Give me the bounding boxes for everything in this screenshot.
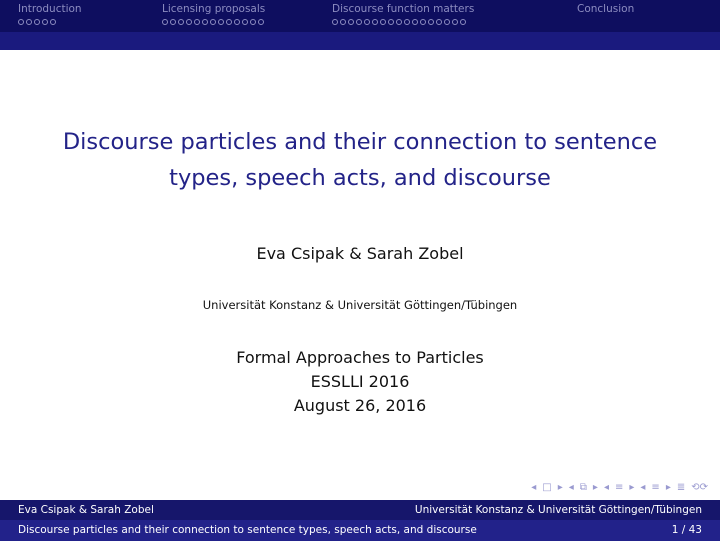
frame-dot[interactable] [34, 19, 40, 25]
prev-section-icon[interactable]: ◂ [640, 482, 646, 493]
nav-section-conclusion[interactable] [577, 3, 634, 16]
nav-dots [162, 19, 265, 25]
frame-dot[interactable] [170, 19, 176, 25]
nav-section-title[interactable]: Conclusion [577, 3, 635, 15]
frame-dot[interactable] [202, 19, 208, 25]
footer-authors-bar [0, 500, 720, 520]
next-frame-icon[interactable]: ▸ [592, 482, 598, 493]
search-icon[interactable]: ⟲⟳ [691, 482, 708, 493]
frame-dot[interactable] [452, 19, 458, 25]
frame-dot[interactable] [372, 19, 378, 25]
frame-dot[interactable] [388, 19, 394, 25]
frame-dot[interactable] [340, 19, 346, 25]
nav-section-title[interactable]: Introduction [18, 3, 82, 15]
frame-dot[interactable] [364, 19, 370, 25]
section-navigation-bar [0, 0, 720, 32]
beamer-nav-symbols [531, 482, 708, 493]
event-block [0, 346, 720, 418]
frame-dot[interactable] [396, 19, 402, 25]
nav-dots [332, 19, 474, 25]
frame-dot[interactable] [420, 19, 426, 25]
next-subsection-icon[interactable]: ▸ [629, 482, 635, 493]
next-section-icon[interactable]: ▸ [665, 482, 671, 493]
frame-dot[interactable] [226, 19, 232, 25]
frame-dot[interactable] [178, 19, 184, 25]
nav-section-title[interactable]: Licensing proposals [162, 3, 266, 15]
frame-dot[interactable] [242, 19, 248, 25]
nav-dots [18, 19, 82, 25]
prev-subsection-icon[interactable]: ◂ [603, 482, 609, 493]
frame-dot[interactable] [380, 19, 386, 25]
footer-institute: Universität Konstanz & Universität Göttingen/Tübingen [414, 504, 702, 516]
frame-dot[interactable] [356, 19, 362, 25]
frame-dot[interactable] [162, 19, 168, 25]
slide-title-line: types, speech acts, and discourse [169, 165, 551, 191]
frame-dot[interactable] [18, 19, 24, 25]
prev-frame-icon[interactable]: ◂ [568, 482, 574, 493]
frame-dot[interactable] [332, 19, 338, 25]
nav-section-licensing[interactable] [162, 3, 265, 25]
frame-dot[interactable] [412, 19, 418, 25]
section-icon[interactable]: ≡ [651, 482, 660, 493]
frame-dot[interactable] [234, 19, 240, 25]
page-number: 1 / 43 [671, 524, 702, 536]
frame-dot[interactable] [258, 19, 264, 25]
authors: Eva Csipak & Sarah Zobel [256, 244, 464, 263]
frame-dot[interactable] [210, 19, 216, 25]
frame-dot[interactable] [194, 19, 200, 25]
frame-dot[interactable] [218, 19, 224, 25]
frame-dot[interactable] [42, 19, 48, 25]
frame-dot[interactable] [50, 19, 56, 25]
institute: Universität Konstanz & Universität Göttingen/Tübingen [202, 298, 518, 312]
slide-title [40, 124, 680, 196]
frame-dot[interactable] [250, 19, 256, 25]
frame-icon[interactable]: ⧉ [579, 482, 587, 493]
frame-dot[interactable] [444, 19, 450, 25]
slide-icon[interactable]: □ [542, 482, 552, 493]
frame-dot[interactable] [460, 19, 466, 25]
frame-dot[interactable] [436, 19, 442, 25]
frame-dot[interactable] [428, 19, 434, 25]
event-date: August 26, 2016 [293, 396, 427, 415]
event-venue: ESSLLI 2016 [310, 372, 410, 391]
nav-section-discourse-function[interactable] [332, 3, 474, 25]
footer-title-bar [0, 520, 720, 541]
slide-title-line: Discourse particles and their connection to sentence [62, 129, 658, 155]
subsection-icon[interactable]: ≡ [614, 482, 624, 493]
event-name: Formal Approaches to Particles [236, 348, 484, 367]
appendix-icon[interactable]: ≣ [676, 482, 686, 493]
nav-section-title[interactable]: Discourse function matters [332, 3, 475, 15]
frame-dot[interactable] [348, 19, 354, 25]
frame-dot[interactable] [186, 19, 192, 25]
nav-section-introduction[interactable] [18, 3, 82, 25]
footer-title: Discourse particles and their connection to sentence types, speech acts, and discourse [18, 524, 477, 536]
frame-dot[interactable] [26, 19, 32, 25]
footer-authors: Eva Csipak & Sarah Zobel [18, 504, 154, 516]
nav-stripe [0, 32, 720, 50]
next-slide-icon[interactable]: ▸ [557, 482, 563, 493]
prev-slide-icon[interactable]: ◂ [531, 482, 537, 493]
frame-dot[interactable] [404, 19, 410, 25]
